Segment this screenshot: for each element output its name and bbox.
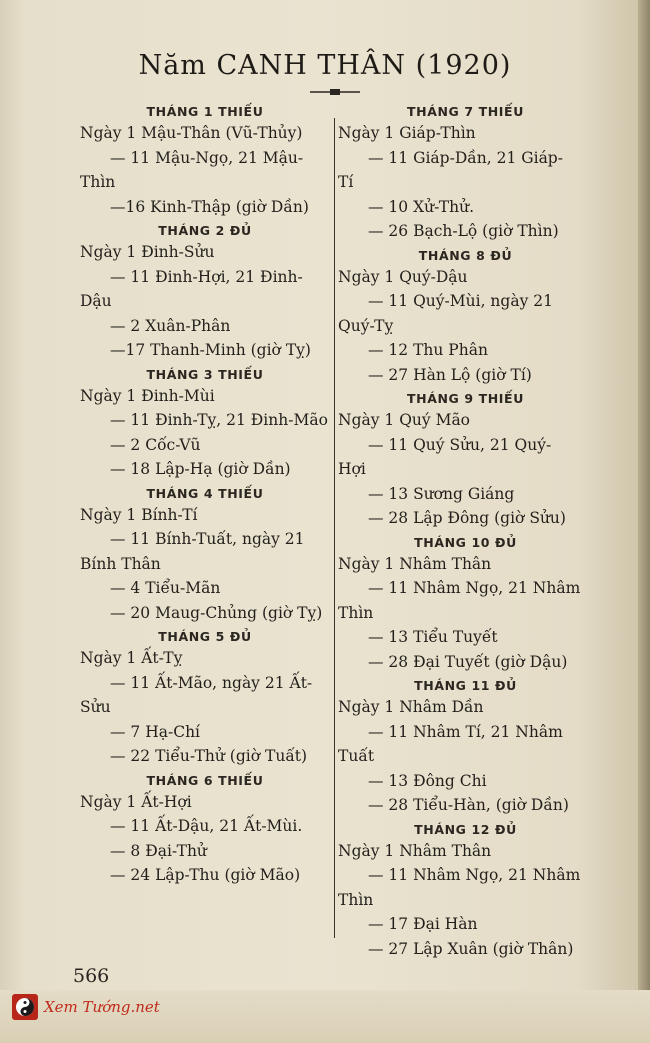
calendar-entry: Ngày 1 Giáp-Thìn (338, 124, 476, 142)
calendar-entry: — 13 Đông Chi (368, 771, 487, 790)
calendar-entry: Ngày 1 Nhâm Thân (338, 841, 492, 860)
calendar-entry: — 11 Nhâm Ngọ, 21 Nhâm (368, 579, 581, 597)
calendar-entry: — 11 Mậu-Ngọ, 21 Mậu- (110, 148, 304, 167)
calendar-entry: — 11 Nhâm Tí, 21 Nhâm (368, 722, 563, 741)
calendar-entry: — 11 Quý Sửu, 21 Quý- (368, 435, 552, 454)
calendar-entry: Bính Thân (80, 554, 161, 573)
calendar-entry: Ngày 1 Nhâm Dần (338, 698, 484, 716)
calendar-entry: — 28 Lập Đông (giờ Sửu) (368, 509, 566, 527)
calendar-entry: — 8 Đại-Thử (110, 841, 207, 860)
calendar-entry: — 11 Nhâm Ngọ, 21 Nhâm (368, 866, 581, 884)
month-heading: THÁNG 5 ĐỦ (158, 629, 252, 644)
calendar-entry: Ngày 1 Ất-Tỵ (80, 649, 183, 667)
calendar-entry: — 24 Lập-Thu (giờ Mão) (110, 866, 301, 884)
calendar-entry: Ngày 1 Quý Mão (338, 411, 471, 429)
month-heading: THÁNG 4 THIẾU (146, 485, 264, 501)
calendar-entry: — 13 Tiểu Tuyết (368, 628, 498, 646)
calendar-entry: Thìn (338, 890, 374, 909)
calendar-entry: — 11 Đinh-Tỵ, 21 Đinh-Mão (110, 411, 328, 429)
calendar-entry: Hợi (338, 460, 366, 478)
calendar-entry: — 22 Tiểu-Thử (giờ Tuất) (110, 747, 308, 765)
column-divider (334, 118, 335, 938)
calendar-entry: Tí (338, 173, 354, 191)
calendar-entry: Ngày 1 Đinh-Sửu (80, 243, 215, 261)
watermark-text: Xem Tướng.net (44, 998, 160, 1016)
page-edge-shadow (638, 0, 650, 1043)
calendar-entry: — 2 Xuân-Phân (110, 316, 231, 335)
month-heading: THÁNG 2 ĐỦ (158, 223, 252, 238)
calendar-entry: — 28 Đại Tuyết (giờ Dậu) (368, 652, 568, 671)
calendar-column-left (80, 100, 330, 888)
month-heading: THÁNG 8 ĐỦ (418, 247, 513, 263)
calendar-entry: — 11 Ất-Mão, ngày 21 Ất- (110, 673, 313, 692)
calendar-entry: Sửu (80, 698, 111, 716)
calendar-entry: — 11 Ất-Dậu, 21 Ất-Mùi. (110, 817, 303, 835)
calendar-column-right (338, 100, 593, 961)
month-heading: THÁNG 12 ĐỦ (414, 821, 517, 837)
calendar-entry: — 11 Đinh-Hợi, 21 Đinh- (110, 267, 303, 286)
page-title: Năm CANH THÂN (1920) (138, 50, 512, 81)
calendar-entry: — 11 Quý-Mùi, ngày 21 (368, 292, 553, 310)
calendar-entry: — 11 Bính-Tuất, ngày 21 (110, 530, 305, 548)
calendar-entry: Ngày 1 Bính-Tí (80, 505, 198, 524)
calendar-entry: — 13 Sương Giáng (368, 484, 515, 503)
calendar-entry: —17 Thanh-Minh (giờ Tỵ) (110, 341, 311, 359)
calendar-entry: — 4 Tiểu-Mãn (110, 579, 221, 597)
month-heading: THÁNG 7 THIẾU (407, 104, 524, 119)
calendar-entry: Ngày 1 Đinh-Mùi (80, 386, 215, 405)
calendar-entry: — 18 Lập-Hạ (giờ Dần) (110, 460, 291, 478)
calendar-entry: — 27 Hàn Lộ (giờ Tí) (368, 365, 532, 384)
title-ornament (310, 88, 360, 96)
month-heading: THÁNG 6 THIẾU (146, 772, 264, 788)
month-heading: THÁNG 1 THIẾU (146, 104, 264, 119)
calendar-entry: — 2 Cốc-Vũ (110, 435, 201, 454)
month-heading: THÁNG 3 THIẾU (146, 366, 264, 382)
calendar-entry: — 17 Đại Hàn (368, 915, 478, 933)
calendar-entry: Ngày 1 Quý-Dậu (338, 267, 468, 286)
calendar-entry: — 11 Giáp-Dần, 21 Giáp- (368, 148, 563, 167)
calendar-entry: Ngày 1 Ất-Hợi (80, 792, 192, 811)
calendar-entry: Quý-Tỵ (338, 316, 394, 335)
calendar-entry: — 20 Maug-Chủng (giờ Tỵ) (110, 603, 323, 622)
calendar-entry: Tuất (338, 747, 375, 765)
calendar-entry: Ngày 1 Nhâm Thân (338, 554, 492, 573)
page-number: 566 (73, 965, 110, 987)
calendar-entry: — 27 Lập Xuân (giờ Thân) (368, 939, 574, 958)
calendar-entry: Thìn (338, 603, 374, 622)
calendar-entry: — 26 Bạch-Lộ (giờ Thìn) (368, 222, 559, 240)
yin-yang-icon (12, 994, 38, 1020)
calendar-entry: — 28 Tiểu-Hàn, (giờ Dần) (368, 796, 569, 814)
calendar-entry: — 12 Thu Phân (368, 341, 488, 359)
month-heading: THÁNG 10 ĐỦ (414, 534, 517, 550)
watermark-logo (12, 994, 160, 1020)
calendar-entry: —16 Kinh-Thập (giờ Dần) (110, 197, 309, 216)
month-heading: THÁNG 9 THIẾU (407, 391, 524, 406)
calendar-entry: — 10 Xử-Thử. (368, 197, 475, 216)
calendar-entry: Ngày 1 Mậu-Thân (Vũ-Thủy) (80, 124, 303, 142)
month-heading: THÁNG 11 ĐỦ (414, 678, 517, 693)
calendar-entry: Dậu (80, 292, 112, 310)
calendar-entry: Thìn (80, 173, 116, 191)
calendar-entry: — 7 Hạ-Chí (110, 722, 201, 741)
